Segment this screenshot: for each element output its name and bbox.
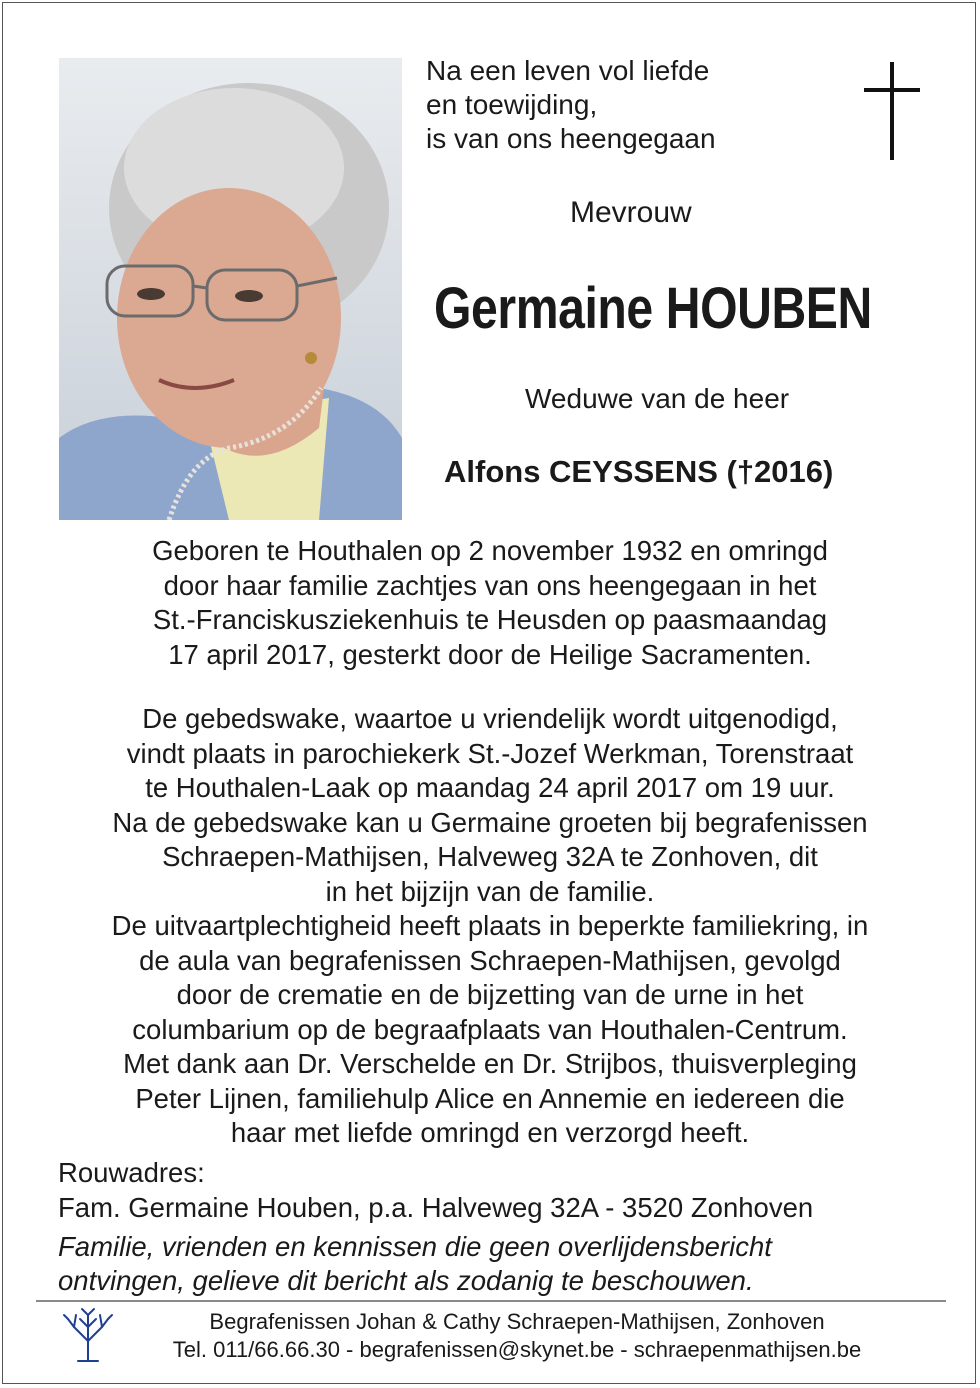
cross-icon (862, 62, 922, 160)
text-line: Peter Lijnen, familiehulp Alice en Annemie en iedereen die (135, 1082, 845, 1114)
notice-note (58, 1230, 772, 1298)
intro-line: Na een leven vol liefde (426, 55, 710, 86)
text-line: columbarium op de begraafplaats van Houthalen-Centrum. (132, 1013, 848, 1045)
birth-death-paragraph (40, 534, 940, 672)
note-line: Familie, vrienden en kennissen die geen overlijdensbericht (58, 1231, 772, 1262)
footer-divider (36, 1300, 946, 1302)
text-line: Schraepen-Mathijsen, Halveweg 32A te Zonhoven, dit (162, 841, 818, 872)
husband-name: Alfons CEYSSENS (†2016) (444, 454, 834, 489)
footer-contact: Tel. 011/66.66.30 - begrafenissen@skynet.be - schraepenmathijsen.be (172, 1337, 862, 1362)
text-line: Na de gebedswake kan u Germaine groeten bij begrafenissen (112, 806, 868, 838)
intro-line: is van ons heengegaan (426, 123, 716, 154)
text-line: haar met liefde omringd en verzorgd heeft. (230, 1117, 750, 1148)
text-line: Met dank aan Dr. Verschelde en Dr. Strijbos, thuisverpleging (123, 1048, 857, 1079)
widow-of-label: Weduwe van de heer (525, 383, 790, 414)
mourning-address (58, 1155, 813, 1225)
text-line: de aula van begrafenissen Schraepen-Mathijsen, gevolgd (139, 944, 841, 976)
footer-company: Begrafenissen Johan & Cathy Schraepen-Mathijsen, Zonhoven (209, 1309, 825, 1334)
text-line: door de crematie en de bijzetting van de urne in het (176, 979, 804, 1010)
text-line: De gebedswake, waartoe u vriendelijk wordt uitgenodigd, (142, 703, 838, 734)
text-line: vindt plaats in parochiekerk St.-Jozef Werkman, Torenstraat (126, 737, 854, 769)
intro-text (426, 54, 716, 156)
text-line: De uitvaartplechtigheid heeft plaats in beperkte familiekring, in (111, 910, 869, 941)
deceased-name: Germaine HOUBEN (434, 276, 872, 341)
tree-logo-icon (62, 1307, 114, 1363)
text-line: 17 april 2017, gesterkt door de Heilige Sacramenten. (168, 638, 812, 670)
address-value: Fam. Germaine Houben, p.a. Halveweg 32A - 3520 Zonhoven (58, 1192, 814, 1223)
ceremony-paragraph (40, 702, 940, 1151)
text-line: Geboren te Houthalen op 2 november 1932 en omringd (152, 535, 828, 566)
note-line: ontvingen, gelieve dit bericht als zodanig te beschouwen. (58, 1265, 754, 1296)
text-line: te Houthalen-Laak op maandag 24 april 2017 om 19 uur. (145, 772, 835, 803)
text-line: in het bijzijn van de familie. (325, 875, 655, 907)
funeral-home-footer (122, 1308, 912, 1364)
text-line: door haar familie zachtjes van ons heengegaan in het (163, 569, 817, 601)
text-line: St.-Franciskusziekenhuis te Heusden op paasmaandag (152, 604, 828, 635)
intro-line: en toewijding, (426, 89, 598, 120)
portrait-photo (59, 58, 402, 520)
honorific: Mevrouw (570, 196, 692, 229)
address-label: Rouwadres: (58, 1157, 205, 1188)
